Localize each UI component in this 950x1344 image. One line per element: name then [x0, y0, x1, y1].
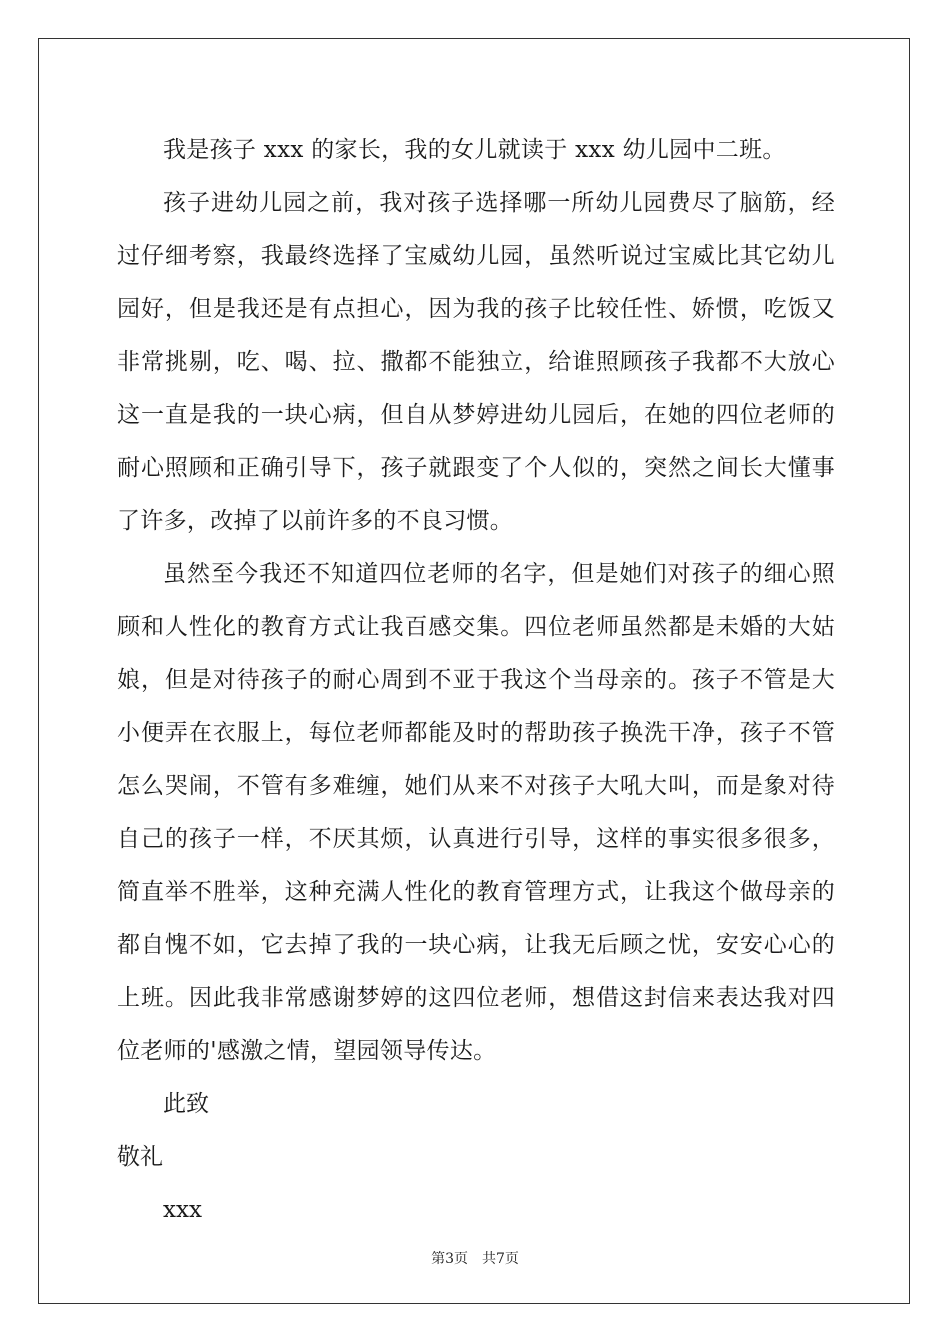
- signature: xxx: [163, 1197, 202, 1223]
- total-label-suffix: 页: [504, 1251, 519, 1267]
- page-number: 3: [445, 1251, 454, 1267]
- closing-salutation: 此致: [163, 1091, 209, 1117]
- total-pages: 7: [496, 1251, 505, 1267]
- paragraph-intro: 我是孩子 xxx 的家长，我的女儿就读于 xxx 幼儿园中二班。: [163, 137, 786, 163]
- closing-regards: 敬礼: [117, 1144, 163, 1170]
- letter-body: [117, 124, 835, 1237]
- page-label-prefix: 第: [431, 1251, 446, 1267]
- paragraph-before-kindergarten: 孩子进幼儿园之前，我对孩子选择哪一所幼儿园费尽了脑筋，经过仔细考察，我最终选择了宝威幼儿园，虽然听说过宝威比其它幼儿园好，但是我还是有点担心，因为我的孩子比较任性、娇惯，吃饭又非常挑剔，吃、喝、拉、撒都不能独立，给谁照顾孩子我都不大放心这一直是我的一块心病，但自从梦婷进幼儿园后，在她的四位老师的耐心照顾和正确引导下，孩子就跟变了个人似的，突然之间长大懂事了许多，改掉了以前许多的不良习惯。: [117, 190, 835, 534]
- page-label-suffix: 页: [454, 1251, 468, 1267]
- page-footer: [0, 1248, 950, 1268]
- paragraph-teachers-praise: 虽然至今我还不知道四位老师的名字，但是她们对孩子的细心照顾和人性化的教育方式让我百感交集。四位老师虽然都是未婚的大姑娘，但是对待孩子的耐心周到不亚于我这个当母亲的。孩子不管是大小便弄在衣服上，每位老师都能及时的帮助孩子换洗干净，孩子不管怎么哭闹，不管有多难缠，她们从来不对孩子大吼大叫，而是象对待自己的孩子一样，不厌其烦，认真进行引导，这样的事实很多很多，简直举不胜举，这种充满人性化的教育管理方式，让我这个做母亲的都自愧不如，它去掉了我的一块心病，让我无后顾之忧，安安心心的上班。因此我非常感谢梦婷的这四位老师，想借这封信来表达我对四位老师的'感激之情，望园领导传达。: [117, 561, 835, 1064]
- total-label-prefix: 共: [482, 1251, 496, 1267]
